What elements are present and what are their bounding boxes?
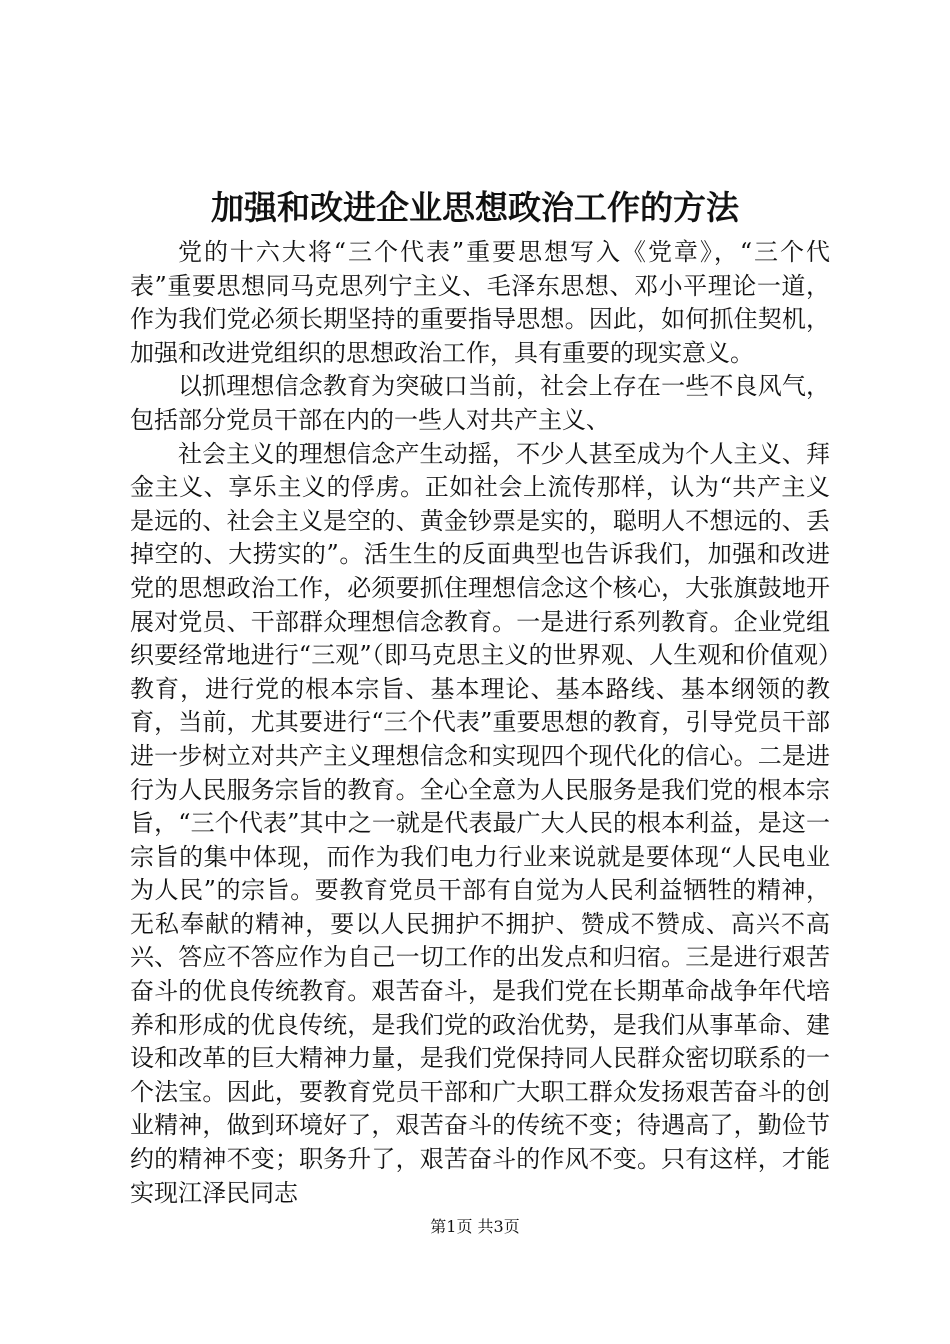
paragraph: 党的十六大将“三个代表”重要思想写入《党章》，“三个代表”重要思想同马克思列宁主义、毛泽东思想、邓小平理论一道，作为我们党必须长期坚持的重要指导思想。因此，如何抓住契机，加强和改进党组织的思想政治工作，具有重要的现实意义。 — [130, 238, 830, 367]
document-title: 加强和改进企业思想政治工作的方法 — [211, 188, 739, 227]
paragraph: 社会主义的理想信念产生动摇，不少人甚至成为个人主义、拜金主义、享乐主义的俘虏。正如社会上流传那样，认为“共产主义是远的、社会主义是空的、黄金钞票是实的，聪明人不想远的、丢掉空的、大捞实的”。活生生的反面典型也告诉我们，加强和改进党的思想政治工作，必须要抓住理想信念这个核心，大张旗鼓地开展对党员、干部群众理想信念教育。一是进行系列教育。企业党组织要经常地进行“三观”（即马克思主义的世界观、人生观和价值观）教育，进行党的根本宗旨、基本理论、基本路线、基本纲领的教育，当前，尤其要进行“三个代表”重要思想的教育，引导党员干部进一步树立对共产主义理想信念和实现四个现代化的信心。二是进行为人民服务宗旨的教育。全心全意为人民服务是我们党的根本宗旨，“三个代表”其中之一就是代表最广大人民的根本利益，是这一宗旨的集中体现，而作为我们电力行业来说就是要体现“人民电业为人民”的宗旨。要教育党员干部有自觉为人民利益牺牲的精神，无私奉献的精神，要以人民拥护不拥护、赞成不赞成、高兴不高兴、答应不答应作为自己一切工作的出发点和归宿。三是进行艰苦奋斗的优良传统教育。艰苦奋斗，是我们党在长期革命战争年代培养和形成的优良传统，是我们党的政治优势，是我们从事革命、建设和改革的巨大精神力量，是我们党保持同人民群众密切联系的一个法宝。因此，要教育党员干部和广大职工群众发扬艰苦奋斗的创业精神，做到环境好了，艰苦奋斗的传统不变；待遇高了，勤俭节约的精神不变；职务升了，艰苦奋斗的作风不变。只有这样，才能实现江泽民同志 — [130, 439, 830, 1207]
document-body — [130, 236, 830, 1210]
page-number-footer: 第1页 共3页 — [430, 1217, 520, 1236]
paragraph: 以抓理想信念教育为突破口当前，社会上存在一些不良风气，包括部分党员干部在内的一些人对共产主义、 — [130, 372, 830, 434]
